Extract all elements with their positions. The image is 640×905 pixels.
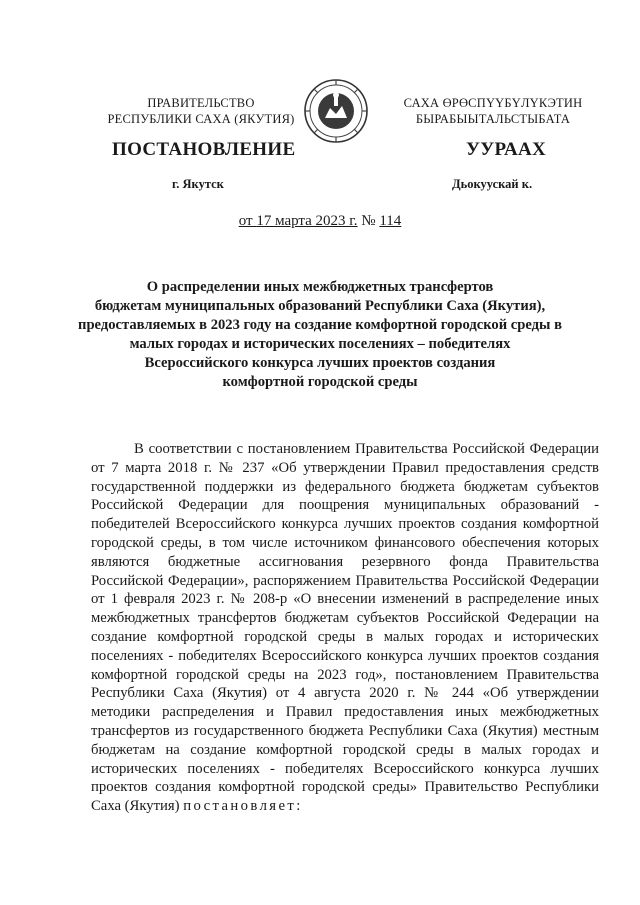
header-left-block bbox=[86, 96, 316, 127]
document-date: 17 марта 2023 г. bbox=[256, 213, 358, 229]
doc-type-ru: ПОСТАНОВЛЕНИЕ bbox=[112, 139, 296, 160]
government-name-ru-line2: РЕСПУБЛИКИ САХА (ЯКУТИЯ) bbox=[107, 111, 295, 126]
body-paragraph bbox=[91, 440, 599, 816]
government-name-ru-line1: ПРАВИТЕЛЬСТВО bbox=[147, 96, 255, 110]
document-body bbox=[91, 440, 599, 816]
title-line: бюджетам муниципальных образований Республики Саха (Якутия), bbox=[94, 298, 546, 314]
city-ru: г. Якутск bbox=[172, 177, 224, 191]
city-sah: Дьокуускай к. bbox=[452, 177, 533, 191]
header-right-block bbox=[378, 96, 608, 127]
number-sign: № bbox=[357, 213, 380, 229]
title-line: комфортной городской среды bbox=[222, 374, 418, 390]
title-line: предоставляемых в 2023 году на создание комфортной городской среды в bbox=[78, 317, 562, 333]
title-line: Всероссийского конкурса лучших проектов создания bbox=[144, 355, 496, 371]
coat-of-arms-icon bbox=[303, 78, 369, 144]
government-name-sah-line1: САХА ӨРӨСПҮҮБҮЛҮКЭТИН bbox=[403, 96, 583, 110]
title-line: малых городах и исторических поселениях – победителях bbox=[129, 336, 511, 352]
resolution-word: постановляет: bbox=[183, 798, 303, 815]
title-line: О распределении иных межбюджетных трансфертов bbox=[146, 279, 494, 295]
doc-type-sah: УУРААХ bbox=[466, 139, 547, 160]
document-dateline bbox=[0, 213, 640, 230]
document-title bbox=[60, 278, 580, 392]
body-paragraph-text: В соответствии с постановлением Правительства Российской Федерации от 7 марта 2018 г. № 237 «Об утверждении Правил предоставления средств государственной поддержки из федерального бюджета бюджетам субъектов Российской Федерации для поощрения муниципальных образований - победителей Всероссийского конкурса лучших проектов создания комфортной городской среды, в том числе источником финансового обеспечения которых являются бюджетные ассигнования резервного фонда Правительства Российской Федерации», распоряжением Правительства Российской Федерации от 1 февраля 2023 г. № 208-р «О внесении изменений в распределение иных межбюджетных трансфертов бюджетам субъектов Российской Федерации на создание комфортной городской среды в малых городах и исторических поселениях - победителях Всероссийского конкурса лучших проектов создания комфортной городской среды на 2023 год», постановлением Правительства Республики Саха (Якутия) от 4 августа 2020 г. № 244 «Об утверждении методики распределения и Правил предоставления иных межбюджетных трансфертов из государственного бюджета Республики Саха (Якутия) местным бюджетам на создание комфортной городской среды в малых городах и исторических поселениях - победителях Всероссийского конкурса лучших проектов создания комфортной городской среды» Правительство Республики Саха (Якутия) bbox=[91, 441, 599, 815]
dateline-prefix: от bbox=[238, 213, 257, 229]
document-number: 114 bbox=[379, 213, 402, 229]
government-name-sah-line2: БЫРАБЫЫТАЛЬСТЫБАТА bbox=[415, 111, 571, 126]
